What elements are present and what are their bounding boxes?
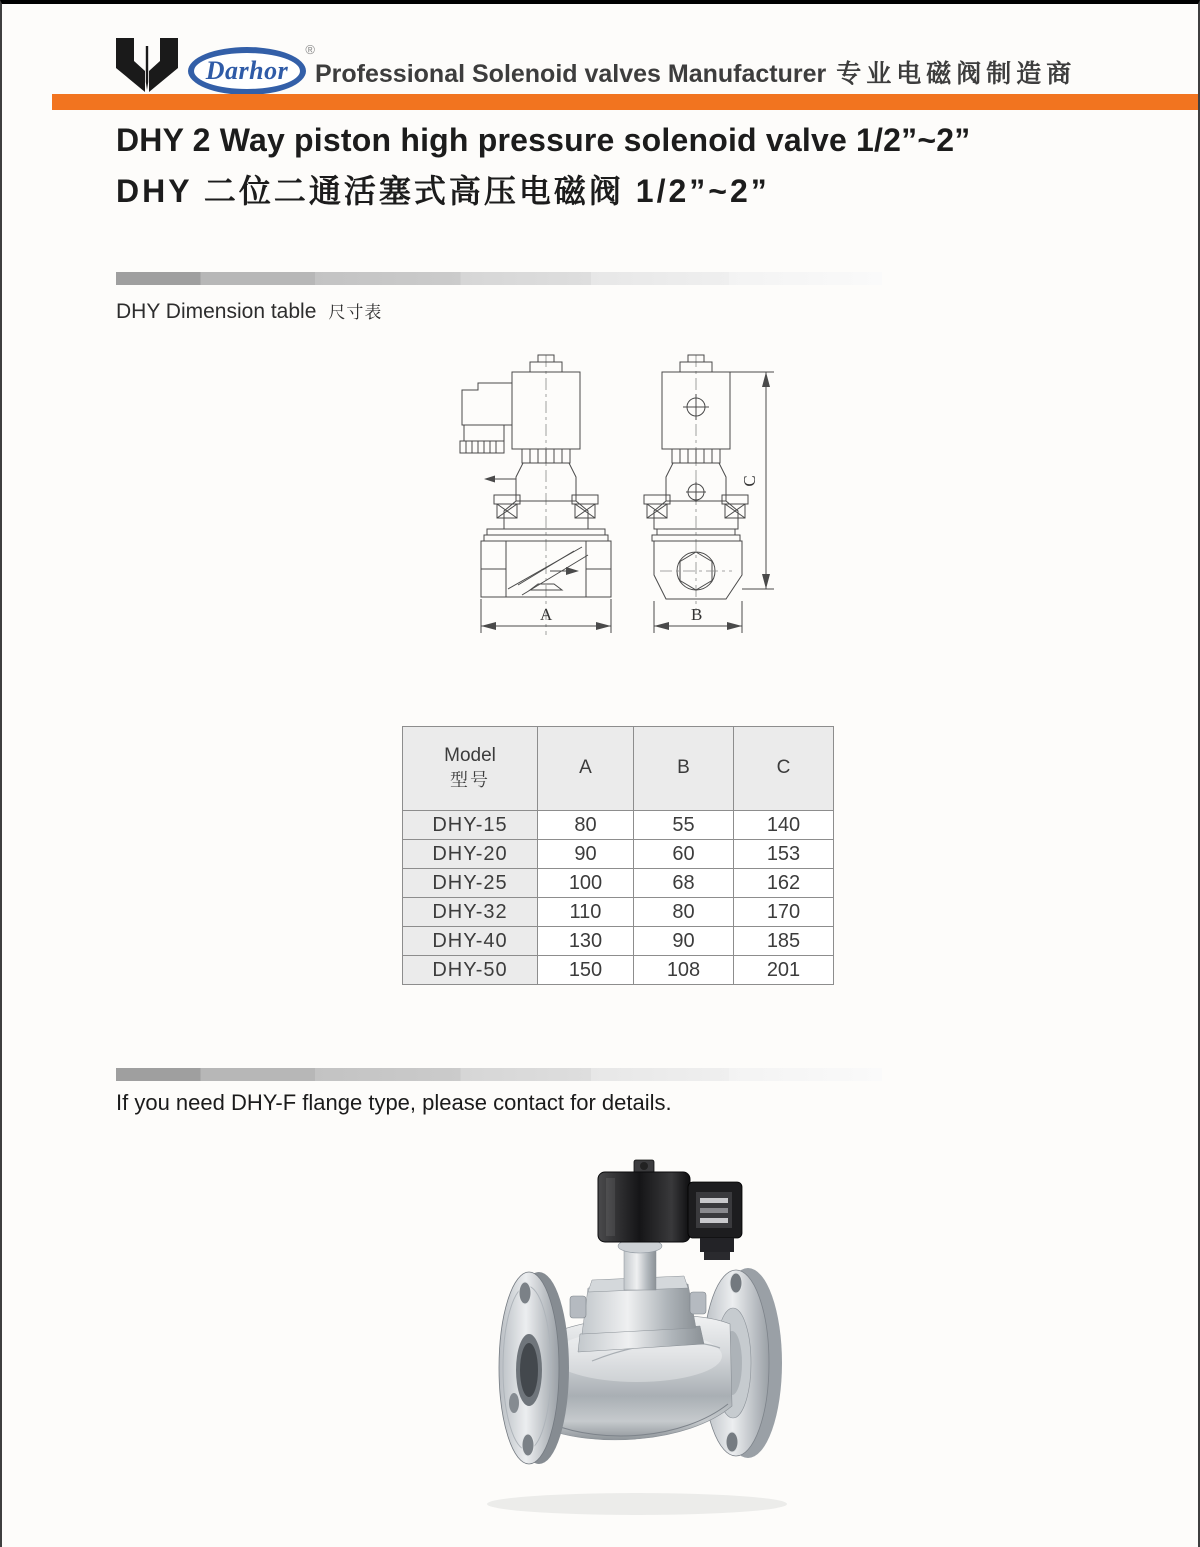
b-cell: 68 — [634, 869, 734, 898]
dimension-c — [712, 372, 774, 589]
photo-bonnet — [570, 1239, 706, 1352]
table-header-row — [403, 727, 834, 811]
dim-label-c: C — [740, 475, 759, 487]
table-row — [403, 956, 834, 985]
registered-mark: ® — [305, 42, 315, 57]
brand-logo — [188, 42, 315, 95]
product-photo — [442, 1156, 832, 1541]
model-cell: DHY-50 — [403, 956, 538, 985]
header-a: A — [538, 727, 634, 811]
a-cell: 130 — [538, 927, 634, 956]
c-cell: 153 — [734, 840, 834, 869]
table-row — [403, 811, 834, 840]
c-cell: 140 — [734, 811, 834, 840]
a-cell: 110 — [538, 898, 634, 927]
page-title-cn: DHY 二位二通活塞式高压电磁阀 1/2”~2” — [116, 173, 770, 209]
tagline-cn: 专业电磁阀制造商 — [836, 60, 1077, 88]
section-divider-top — [116, 272, 882, 285]
header-tagline — [315, 54, 1076, 90]
photo-din-connector — [688, 1182, 742, 1260]
accent-bar — [52, 94, 1198, 110]
model-cell: DHY-40 — [403, 927, 538, 956]
c-cell: 162 — [734, 869, 834, 898]
dimension-b — [654, 601, 742, 633]
b-cell: 108 — [634, 956, 734, 985]
model-cell: DHY-25 — [403, 869, 538, 898]
book-logo-icon — [108, 34, 186, 98]
dim-label-a: A — [540, 605, 553, 624]
table-row — [403, 840, 834, 869]
b-cell: 55 — [634, 811, 734, 840]
front-view-drawing — [460, 355, 611, 635]
page-title-en: DHY 2 Way piston high pressure solenoid valve 1/2”~2” — [116, 122, 971, 158]
brand-name: Darhor — [205, 56, 289, 85]
dimension-drawing — [422, 349, 842, 669]
c-cell: 185 — [734, 927, 834, 956]
section-heading — [116, 298, 382, 324]
dim-label-b: B — [691, 605, 703, 624]
section-divider-bottom — [116, 1068, 882, 1081]
side-view-drawing — [644, 355, 774, 633]
photo-left-flange — [499, 1272, 569, 1464]
a-cell: 90 — [538, 840, 634, 869]
b-cell: 60 — [634, 840, 734, 869]
section-heading-en: DHY Dimension table — [116, 300, 317, 323]
section-heading-cn: 尺寸表 — [328, 303, 383, 322]
tagline-en: Professional Solenoid valves Manufacturer — [315, 60, 827, 88]
photo-shadow — [487, 1493, 787, 1515]
b-cell: 90 — [634, 927, 734, 956]
connector-ribs — [466, 441, 496, 453]
table-row — [403, 869, 834, 898]
header-c: C — [734, 727, 834, 811]
b-cell: 80 — [634, 898, 734, 927]
header-model: Model 型号 — [403, 727, 538, 811]
table-row — [403, 927, 834, 956]
a-cell: 100 — [538, 869, 634, 898]
a-cell: 80 — [538, 811, 634, 840]
c-cell: 170 — [734, 898, 834, 927]
header-b: B — [634, 727, 734, 811]
model-cell: DHY-20 — [403, 840, 538, 869]
flange-note: If you need DHY-F flange type, please contact for details. — [116, 1090, 672, 1115]
table-row — [403, 898, 834, 927]
dimension-table — [402, 726, 834, 985]
model-cell: DHY-15 — [403, 811, 538, 840]
title-block — [116, 122, 970, 212]
model-cell: DHY-32 — [403, 898, 538, 927]
a-cell: 150 — [538, 956, 634, 985]
dimension-a — [481, 599, 611, 633]
photo-coil — [598, 1160, 690, 1242]
c-cell: 201 — [734, 956, 834, 985]
